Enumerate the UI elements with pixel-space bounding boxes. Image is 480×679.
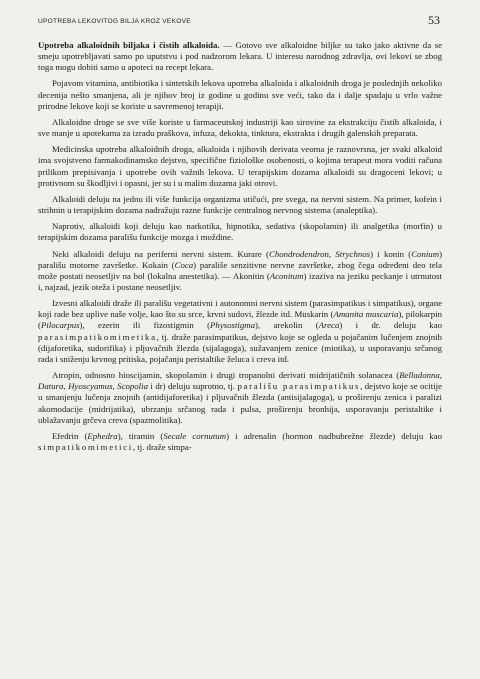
text-run: , dejstvo koje se ocitije u smanjenju lučenja znojnih (antidijaforetika) i pljuvačnih žlezda (antisijalagoga), u proširenju zenica i paralizi akomodacije (midrijatika), ubrzanju srčanog rada i pulsa, proširenju bronhija, usporavanju peristaltike i ublažavanju grčeva creva (spazmolitika). [38, 381, 442, 425]
paragraph: Alkaloidi deluju na jednu ili više funkcija organizma utičući, pre svega, na nervni sistem. Na primer, kofein i strihnin u terapijskim dozama nadražuju razne funkcije centralnog nervnog sistema (analeptika). [38, 193, 442, 216]
text-run: ), pilokarpin ( [38, 309, 442, 331]
paragraph [38, 249, 442, 294]
latin-name: Amanita muscaria [333, 309, 399, 320]
text-run: ), tiramin ( [117, 430, 164, 441]
latin-name: Ephedra [87, 430, 118, 441]
latin-name: Areca [318, 320, 340, 331]
text-run: ) parališe senzitivne nervne završetke, zbog čega određeni deo tela može postati neosetljiv na bol (lokalna anestetika). — Akonitin ( [38, 259, 442, 281]
emphasized-term: simpatikomimetici [38, 442, 133, 452]
text-run: Efedrin ( [52, 430, 88, 441]
paragraph: Alkaloidne droge se sve više koriste u farmaceutskoj industriji kao sirovine za ekstrakciju čistih alkaloida, i sve manje u apotekama za izradu praškova, infuza, dekokta, tinktura, ekstrakta i drugih galenskih preparata. [38, 116, 442, 139]
section-lead: Upotreba alkaloidnih biljaka i čistih alkaloida. [38, 40, 220, 50]
text-run: ) i dr. deluju kao [339, 320, 443, 331]
text-run: ) parališu motorne završetke. Kokain ( [38, 248, 442, 270]
paragraph [38, 431, 442, 453]
page-header [38, 13, 442, 31]
text-run: Neki alkaloidi deluju na periferni nervni sistem. Kurare ( [52, 248, 269, 259]
text-run: ) i konin ( [370, 248, 412, 259]
text-run: ), arekolin ( [255, 320, 319, 331]
latin-name: Chondrodendron, Strychnos [268, 248, 371, 259]
text-run: Atropin, odnosno hioscijamin, skopolamin i drugi tropanolni derivati midrijatičnih solanacea ( [52, 370, 400, 381]
emphasized-term: parališu parasimpatikus [237, 381, 361, 392]
running-head: UPOTREBA LEKOVITOG BILJA KROZ VEKOVE [38, 18, 191, 25]
emphasized-term: parasimpatikomimetika [38, 331, 157, 342]
text-run: Izvesni alkaloidi draže ili parališu vegetativni i autonomni nervni sistem (parasimpatikus i simpatikus), organe koji rade bez uplive naše volje, kao što su srce, krvni sudovi, žlezde itd. Muskarin ( [38, 298, 442, 320]
latin-name: Conium [411, 248, 440, 259]
paragraph [38, 370, 442, 426]
text-run: ), ezerin ili fizostigmin ( [79, 320, 211, 331]
text-run: ) i adrenalin (hormon nadbubrežne žlezde) deluju kao [226, 430, 442, 441]
text-run: , tj. draže parasimpatikus, dejstvo koje se ogleda u pojačanim lučenjem znojnih (dijaforetika, sudorifika) i pljuvačnih žlezda (sijalagoga), sužavanjem zenice (miotika), u usporavanju srčanog rada i sniženju krvnog pritiska, pojačanju peristaltike želuca i creva itd. [38, 331, 442, 364]
paragraph [38, 40, 442, 73]
latin-name: Secale cornutum [163, 430, 227, 441]
text-run: ) izaziva na jeziku peckanje i utrnutost i, najzad, jezik oteža i postane neosetljiv. [38, 270, 442, 292]
paragraph: Pojavom vitamina, antibiotika i sintetskih lekova upotreba alkaloida i alkaloidnih droga je poslednjih nekoliko decenija nešto smanjena, ali je njihov broj iz godine u godinu sve veći, tako da i dalje spadaju u vrlo važne prirodne lekove koji se koriste u savremenoj terapiji. [38, 78, 442, 111]
text-run: i dr) deluju suprotno, tj. [147, 381, 238, 392]
body-text [38, 40, 442, 458]
text-run: , tj. draže simpa- [132, 442, 192, 452]
paragraph: Medicinska upotreba alkaloidnih droga, alkaloida i njihovih derivata veoma je raznovrsna, jer svaki alkaloid ima svojstveno farmakodinamsko dejstvo, specifične fiziološke osobenosti, o kojima terapeut mora voditi računa prilikom prepisivanja i upotrebe ovih važnih lekova. U terapijskim dozama alkaloidi su dragoceni lekovi; u protivnom su škodljivi i opasni, jer su i u malim dozama jaki otrovi. [38, 144, 442, 188]
latin-name: Coca [174, 259, 194, 270]
paragraph-text: — Gotovo sve alkaloidne biljke su tako jako aktivne da se smeju upotrebljavati samo po uputstvu i pod nadzorom lekara. U interesu narodnog zdravlja, ovi lekovi se zbog toga mogu dobiti samo u apoteci na recept lekara. [38, 40, 442, 73]
latin-name: Aconitum [269, 270, 304, 281]
paragraph [38, 298, 442, 365]
latin-name: Physostigma [210, 320, 256, 331]
latin-name: Belladonna, Datura, Hyoscyamus, Scopolia [38, 370, 442, 392]
page-number: 53 [428, 13, 440, 27]
latin-name: Pilocarpus [40, 320, 80, 331]
paragraph: Naprotiv, alkaloidi koji deluju kao narkotika, hipnotika, sedativa (skopolamin) ili analgetika (morfin) u terapijskim dozama parališu funkcije mozga i moždine. [38, 221, 442, 243]
